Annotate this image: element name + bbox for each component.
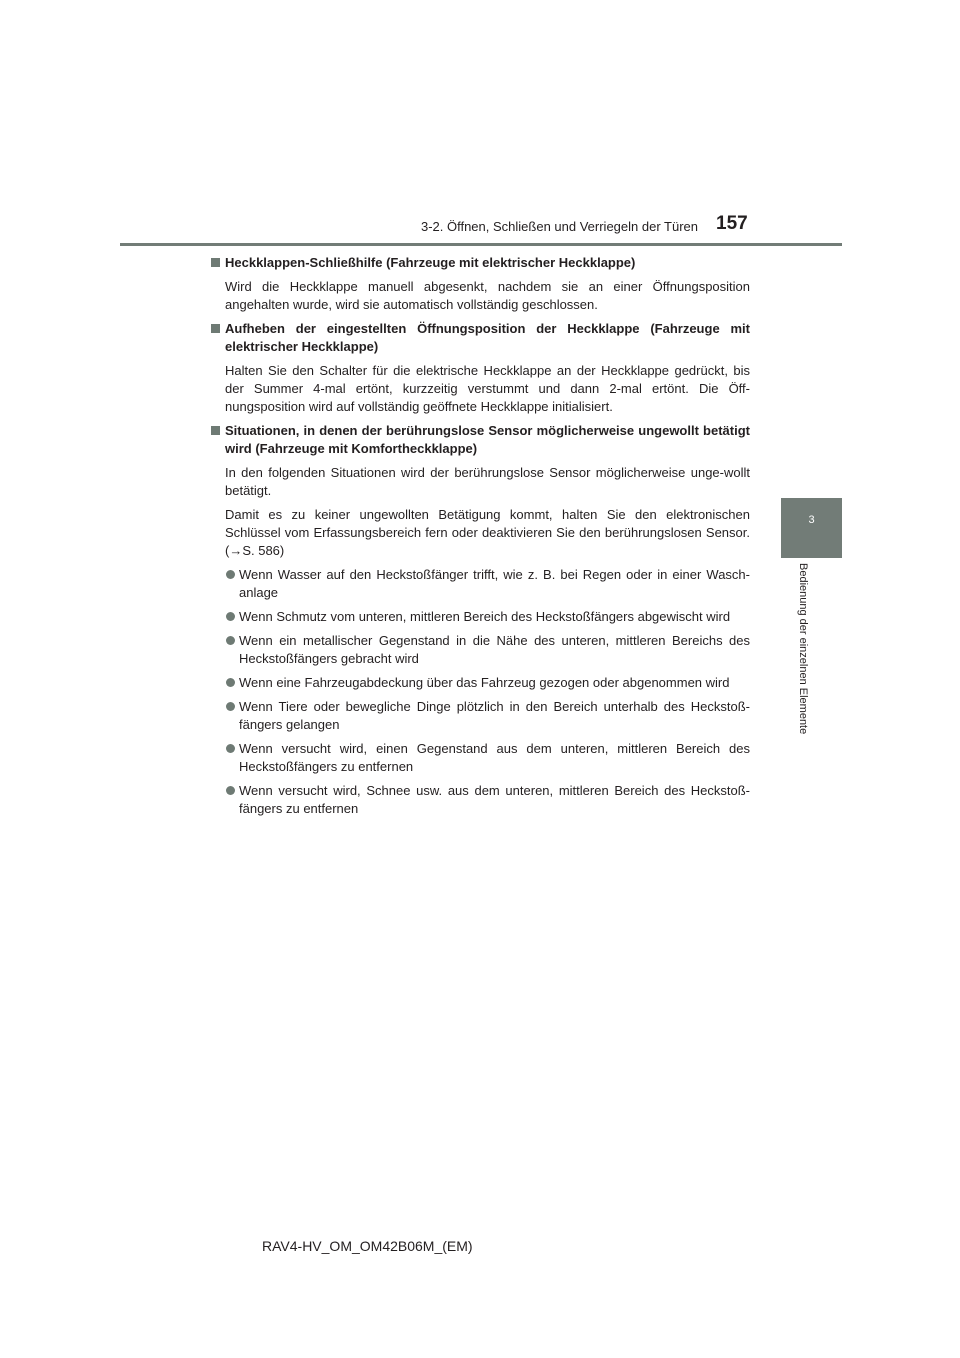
square-bullet-icon (211, 324, 220, 333)
list-item (210, 608, 750, 626)
list-item (210, 698, 750, 734)
section-heading-text: Situationen, in denen der berührungslose Sensor möglicherweise ungewollt betätigt wird (Fahrzeuge mit Komfortheckklappe) (225, 423, 750, 456)
list-item (210, 566, 750, 602)
chapter-tab (781, 498, 842, 558)
section-heading (210, 254, 750, 272)
manual-code: RAV4-HV_OM_OM42B06M_(EM) (262, 1238, 473, 1254)
circle-bullet-icon (226, 702, 235, 711)
chapter-label-text: Bedienung der einzelnen Elemente (797, 563, 809, 735)
circle-bullet-icon (226, 612, 235, 621)
list-item-text: Wenn Tiere oder bewegliche Dinge plötzlich in den Bereich unterhalb des Heckstoß-fängers gelangen (239, 699, 750, 732)
section-reset-opening-position (210, 320, 750, 416)
page-content (210, 254, 750, 824)
section-heading-text: Heckklappen-Schließhilfe (Fahrzeuge mit elektrischer Heckklappe) (225, 255, 636, 270)
list-item-text: Wenn versucht wird, Schnee usw. aus dem unteren, mittleren Bereich des Heckstoß-fängers zu entfernen (239, 783, 750, 816)
section-heading (210, 320, 750, 356)
list-item-text: Wenn Wasser auf den Heckstoßfänger trifft, wie z. B. bei Regen oder in einer Wasch-anlage (239, 567, 750, 600)
chapter-label (796, 563, 810, 768)
section-tailgate-closing-assist (210, 254, 750, 314)
square-bullet-icon (211, 426, 220, 435)
page-number: 157 (716, 213, 748, 234)
paragraph: Damit es zu keiner ungewollten Betätigung kommt, halten Sie den elektronischen Schlüssel vom Erfassungsbereich fern oder deaktivieren Sie den berührungslosen Sensor. (→S. 586) (225, 507, 750, 558)
chapter-number: 3 (808, 514, 815, 526)
list-item-text: Wenn Schmutz vom unteren, mittleren Bereich des Heckstoßfängers abgewischt wird (239, 609, 731, 624)
paragraph: Halten Sie den Schalter für die elektrische Heckklappe an der Heckklappe gedrückt, bis der Summer 4-mal ertönt, kurzzeitig verstummt und dann 2-mal ertönt. Die Öff-nungsposition wird auf vollständig geöffnete Heckklappe initialisiert. (225, 363, 750, 414)
circle-bullet-icon (226, 678, 235, 687)
circle-bullet-icon (226, 636, 235, 645)
list-item (210, 674, 750, 692)
list-item (210, 632, 750, 668)
header-rule (120, 243, 842, 246)
square-bullet-icon (211, 258, 220, 267)
section-heading (210, 422, 750, 458)
list-item-text: Wenn ein metallischer Gegenstand in die Nähe des unteren, mittleren Bereichs des Heckstoßfängers gebracht wird (239, 633, 750, 666)
paragraph: Wird die Heckklappe manuell abgesenkt, nachdem sie an einer Öffnungsposition angehalten wurde, wird sie automatisch vollständig geschlossen. (225, 279, 750, 312)
paragraph: In den folgenden Situationen wird der berührungslose Sensor möglicherweise unge-wollt betätigt. (225, 465, 750, 498)
list-item (210, 740, 750, 776)
list-item-text: Wenn versucht wird, einen Gegenstand aus dem unteren, mittleren Bereich des Heckstoßfängers zu entfernen (239, 741, 750, 774)
list-item-text: Wenn eine Fahrzeugabdeckung über das Fahrzeug gezogen oder abgenommen wird (239, 675, 730, 690)
header-section-title: 3-2. Öffnen, Schließen und Verriegeln der Türen (420, 219, 698, 234)
list-item (210, 782, 750, 818)
circle-bullet-icon (226, 744, 235, 753)
section-sensor-unintended-activation (210, 422, 750, 818)
section-heading-text: Aufheben der eingestellten Öffnungsposition der Heckklappe (Fahrzeuge mit elektrischer Heckklappe) (225, 321, 750, 354)
circle-bullet-icon (226, 570, 235, 579)
circle-bullet-icon (226, 786, 235, 795)
